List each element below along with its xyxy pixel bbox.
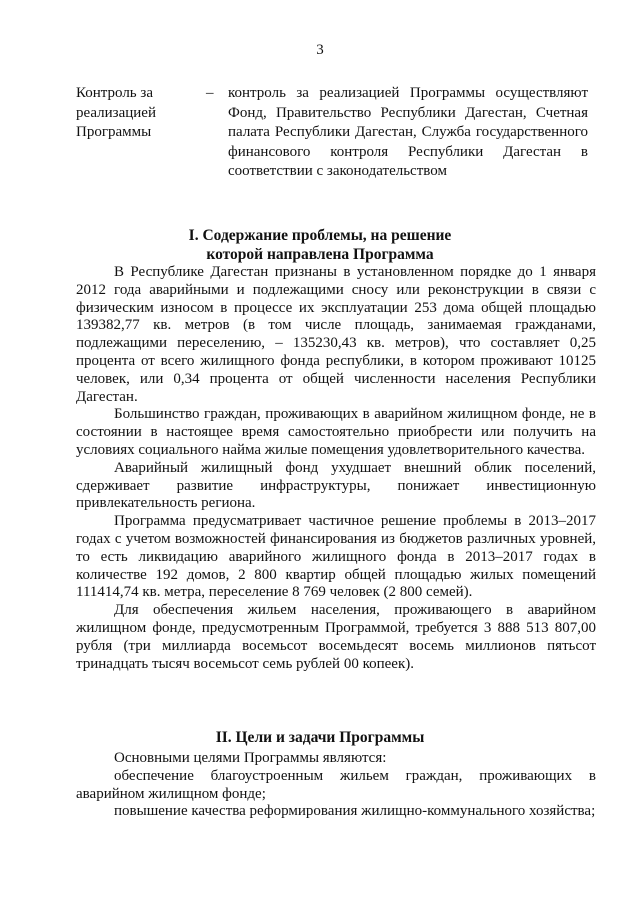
section-1-title-line-1: I. Содержание проблемы, на решение	[188, 227, 452, 244]
section-2-paragraph: повышение качества реформирования жилищно-коммунального хозяйства;	[114, 803, 596, 820]
program-control-row	[76, 84, 596, 182]
section-2-paragraph: обеспечение благоустроенным жильем граждан, проживающих в аварийном жилищном фонде;	[76, 767, 596, 802]
section-1-title-line-2: которой направлена Программа	[206, 246, 434, 263]
section-1-paragraph: Программа предусматривает частичное решение проблемы в 2013–2017 годах с учетом возможностей финансирования из бюджетов различных уровней, то есть ликвидацию аварийного жилищного фонда в 2013–2017 годах в количестве 192 домов, 2 800 квартир общей площадью жилых помещений 111414,74 кв. метра, переселение 8 769 человек (2 800 семей).	[76, 513, 596, 601]
section-1-paragraph: Аварийный жилищный фонд ухудшает внешний облик поселений, сдерживает развитие инфраструктуры, понижает инвестиционную привлекательность региона.	[76, 459, 596, 512]
control-text: контроль за реализацией Программы осуществляют Фонд, Правительство Республики Дагестан, Счетная палата Республики Дагестан, Служба государственного финансового контроля Республики Дагестан в соответствии с законодательством	[228, 85, 588, 179]
section-2-body	[76, 750, 596, 821]
section-1-body	[76, 264, 596, 673]
control-dash: –	[206, 85, 214, 101]
section-1-paragraph: Для обеспечения жильем населения, проживающего в аварийном жилищном фонде, предусмотренным Программой, требуется 3 888 513 807,00 рубля (три миллиарда восемьсот восемьдесят восемь миллионов пятьсот тринадцать тысяч восемьсот семь рублей 00 копеек).	[76, 602, 596, 672]
section-2-title: II. Цели и задачи Программы	[215, 729, 425, 746]
control-label: Контроль за реализацией Программы	[76, 85, 156, 140]
page-number: 3	[316, 42, 324, 58]
section-1-paragraph: Большинство граждан, проживающих в аварийном жилищном фонде, не в состоянии в настоящее время самостоятельно приобрести или получить на условиях социального найма жилые помещения удовлетворительного качества.	[76, 406, 596, 458]
section-1-title	[0, 226, 640, 264]
section-1-paragraph: В Республике Дагестан признаны в установленном порядке до 1 января 2012 года аварийными и подлежащими сносу или реконструкции в связи с физическим износом в процессе их эксплуатации 253 дома общей площадью 139382,77 кв. метров (в том числе площадь, занимаемая гражданами, подлежащими переселению, – 135230,43 кв. метров), что составляет 0,25 процента от всего жилищного фонда республики, в котором проживают 10125 человек, или 0,34 процента от общей численности населения Республики Дагестан.	[76, 264, 596, 405]
section-2-paragraph: Основными целями Программы являются:	[114, 750, 387, 766]
